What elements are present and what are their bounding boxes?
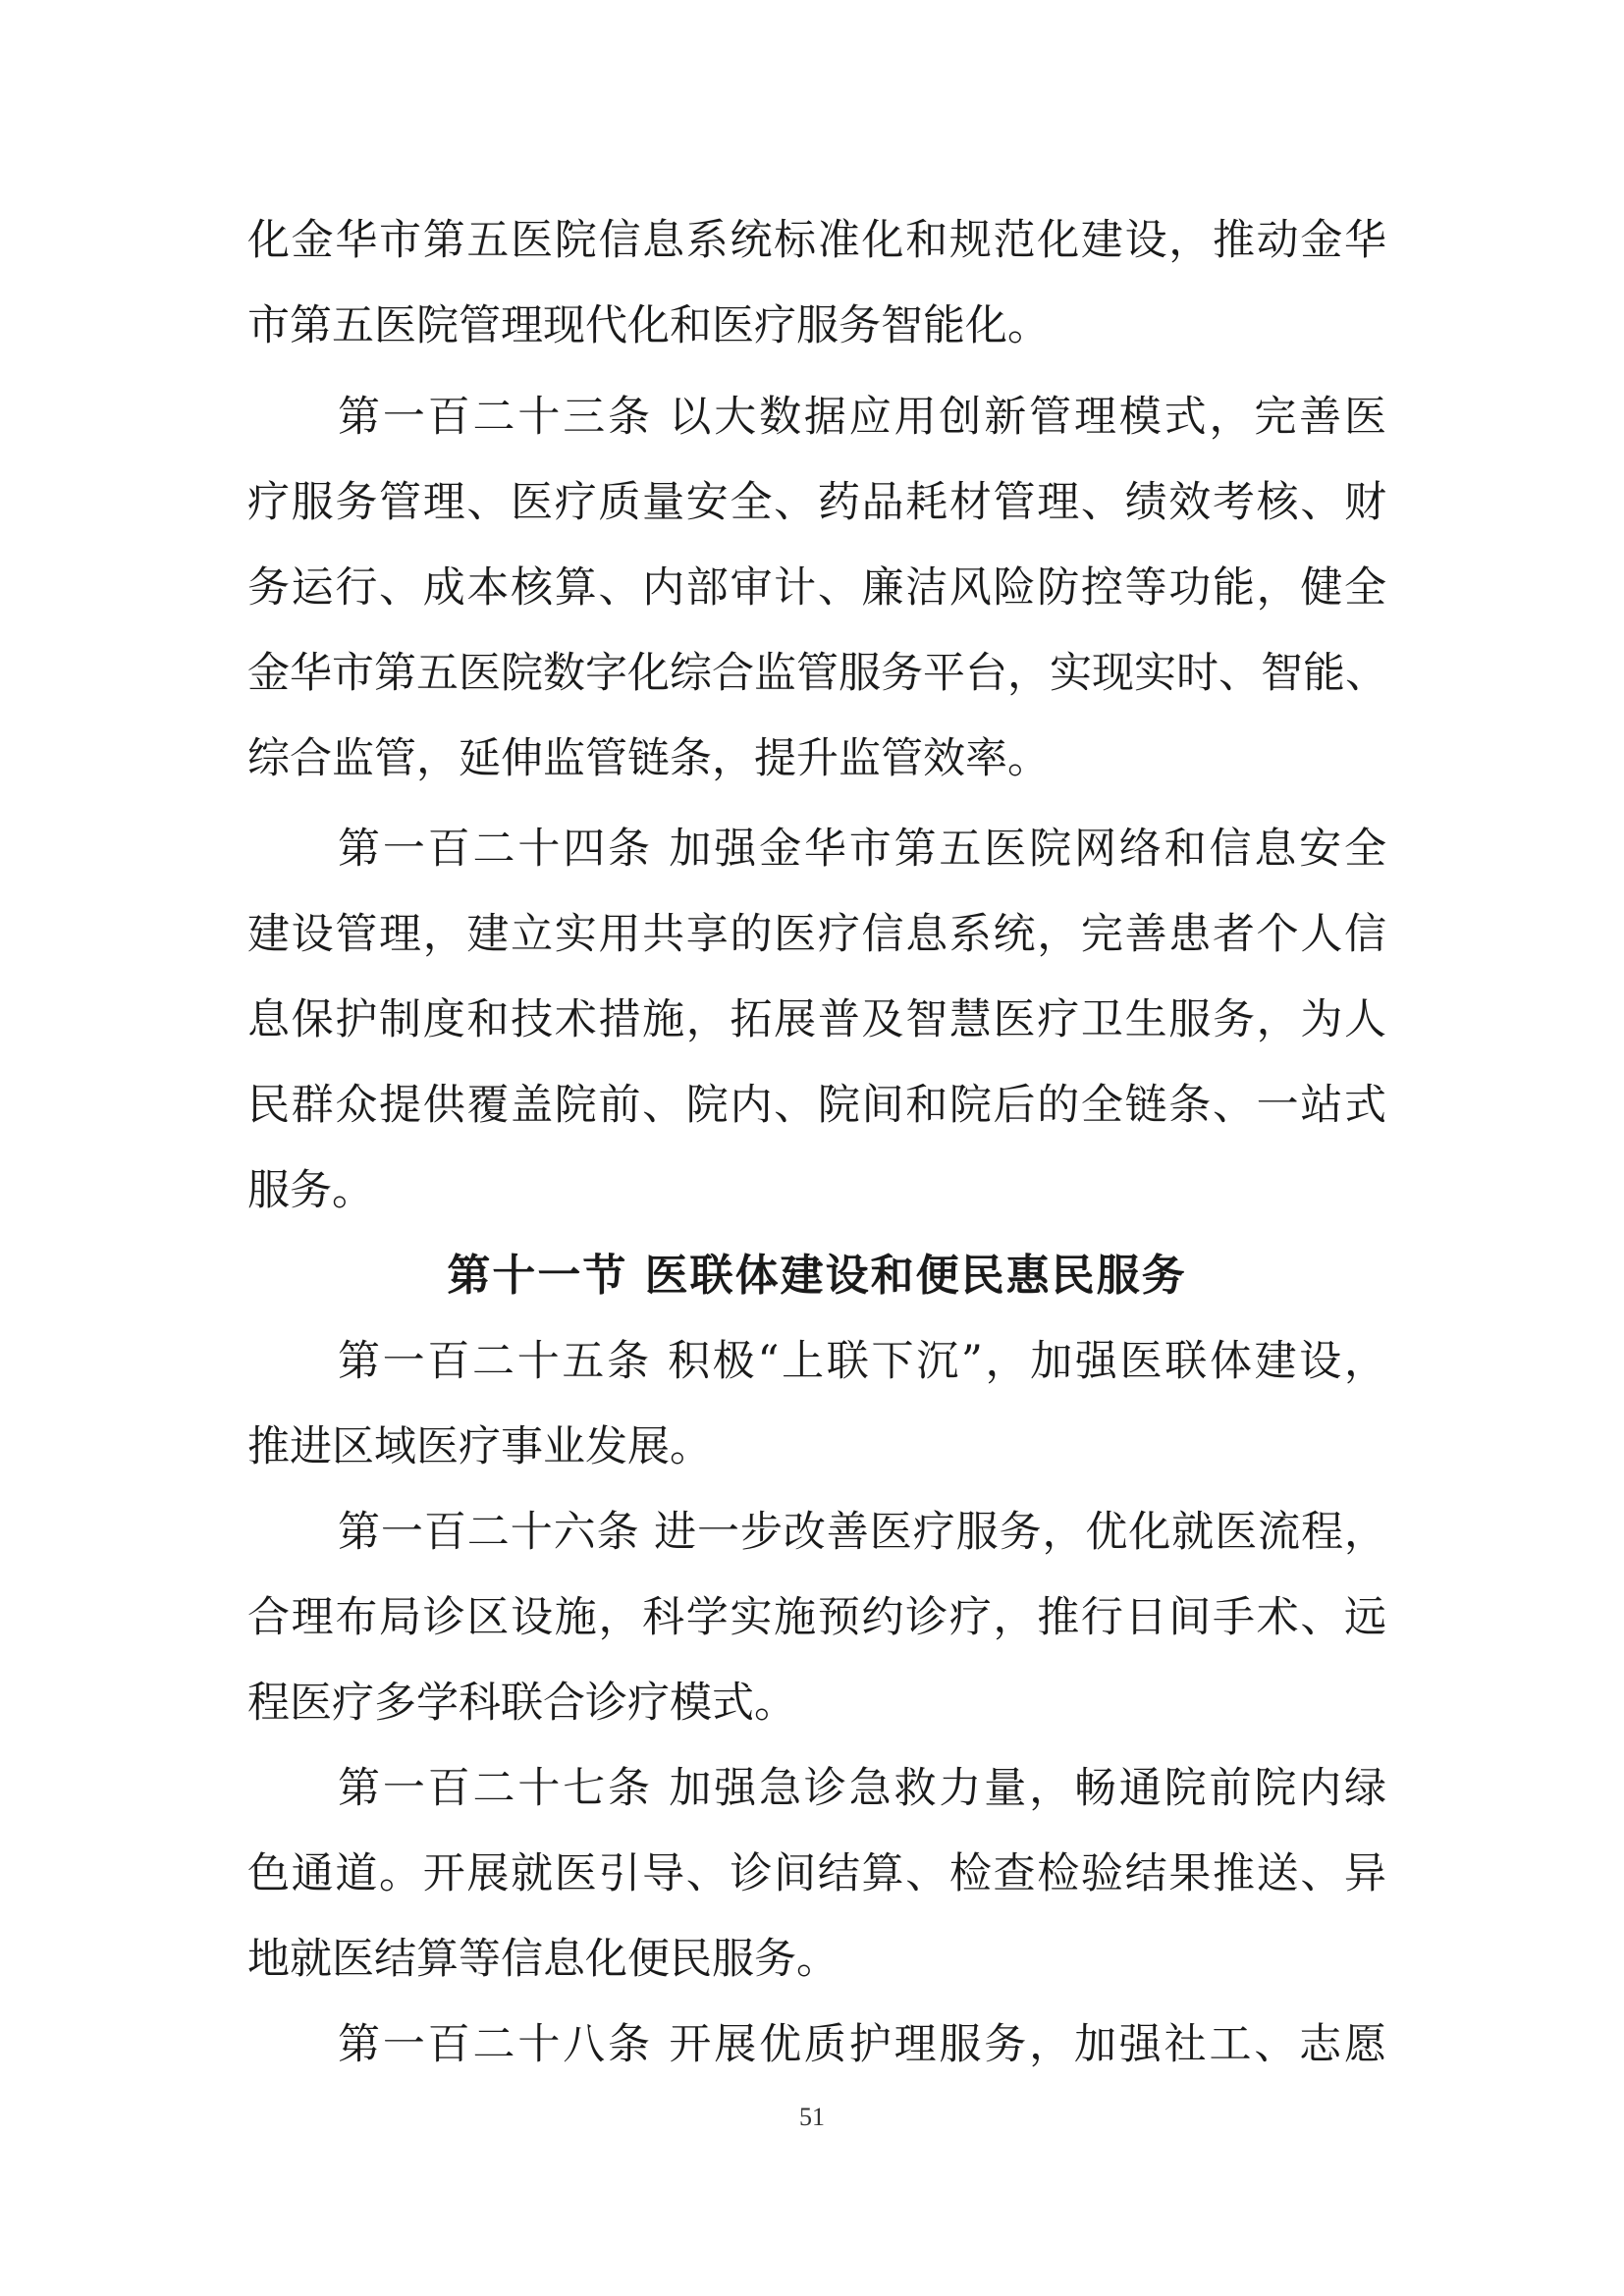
section-heading: 第十一节 医联体建设和便民惠民服务 [447, 1251, 1187, 1301]
text-line: 民群众提供覆盖院前、院内、院间和院后的全链条、一站式 [247, 1081, 1386, 1130]
text-line: 色通道。开展就医引导、诊间结算、检查检验结果推送、异 [247, 1849, 1386, 1898]
text-line: 息保护制度和技术措施，拓展普及智慧医疗卫生服务，为人 [247, 995, 1386, 1044]
text-line: 疗服务管理、医疗质量安全、药品耗材管理、绩效考核、财 [247, 478, 1386, 527]
text-line: 服务。 [247, 1166, 374, 1215]
text-line: 地就医结算等信息化便民服务。 [247, 1935, 839, 1984]
text-line: 推进区域医疗事业发展。 [247, 1422, 712, 1471]
text-line: 综合监管，延伸监管链条，提升监管效率。 [247, 734, 1050, 783]
page-number: 51 [799, 2103, 825, 2131]
article-126-start: 第一百二十六条 进一步改善医疗服务，优化就医流程， [338, 1508, 1386, 1557]
text-line: 务运行、成本核算、内部审计、廉洁风险防控等功能，健全 [247, 563, 1386, 613]
text-line: 金华市第五医院数字化综合监管服务平台，实现实时、智能、 [247, 649, 1387, 698]
article-128-start: 第一百二十八条 开展优质护理服务，加强社工、志愿 [338, 2020, 1386, 2069]
text-line: 合理布局诊区设施，科学实施预约诊疗，推行日间手术、远 [247, 1593, 1386, 1642]
article-123-start: 第一百二十三条 以大数据应用创新管理模式，完善医 [338, 393, 1386, 442]
article-125-start: 第一百二十五条 积极“上联下沉”，加强医联体建设， [338, 1337, 1386, 1386]
article-124-start: 第一百二十四条 加强金华市第五医院网络和信息安全 [338, 825, 1386, 874]
text-line: 化金华市第五医院信息系统标准化和规范化建设，推动金华 [247, 216, 1386, 265]
article-127-start: 第一百二十七条 加强急诊急救力量，畅通院前院内绿 [338, 1764, 1386, 1813]
text-line: 建设管理，建立实用共享的医疗信息系统，完善患者个人信 [247, 910, 1386, 959]
text-line: 程医疗多学科联合诊疗模式。 [247, 1679, 796, 1728]
text-line: 市第五医院管理现代化和医疗服务智能化。 [247, 301, 1050, 350]
